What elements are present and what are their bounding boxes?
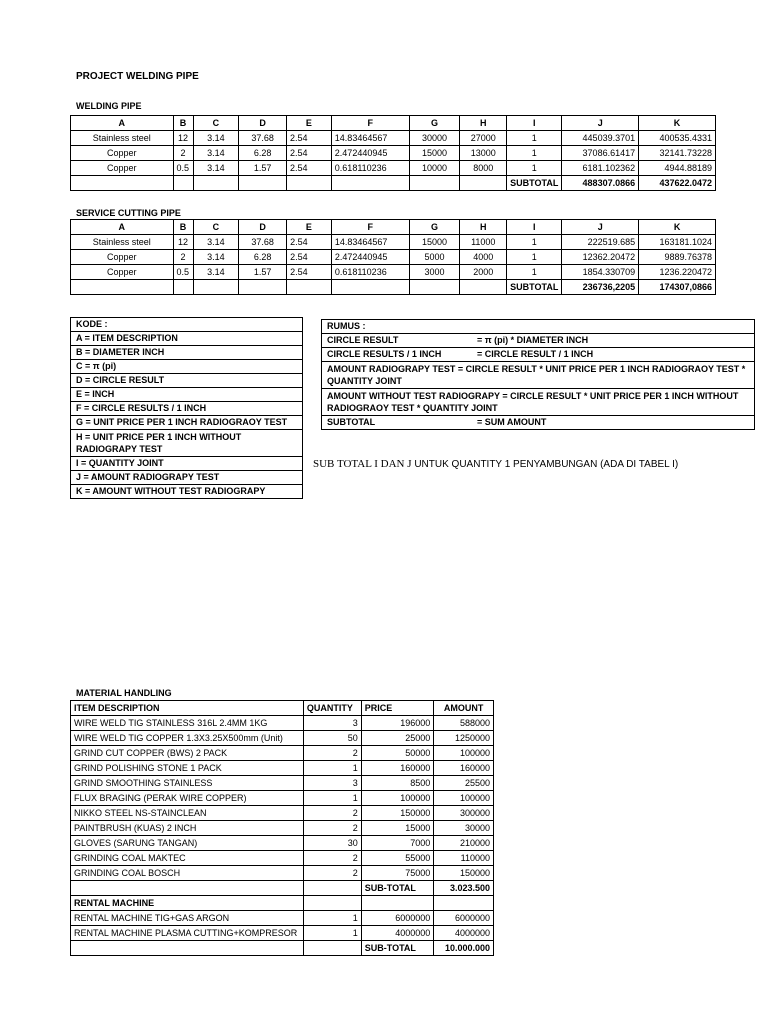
header-cell: G bbox=[409, 116, 460, 131]
item-description: GLOVES (SARUNG TANGAN) bbox=[71, 836, 304, 851]
empty-cell bbox=[239, 176, 287, 191]
cell: 1 bbox=[507, 265, 562, 280]
cell: 37.68 bbox=[239, 235, 287, 250]
item-amount: 1250000 bbox=[434, 731, 494, 746]
header-cell: H bbox=[460, 116, 507, 131]
item-quantity: 1 bbox=[303, 926, 361, 941]
empty-cell bbox=[173, 280, 193, 295]
table-row bbox=[71, 791, 494, 806]
empty-cell bbox=[409, 280, 460, 295]
cell: 12 bbox=[173, 131, 193, 146]
empty-cell bbox=[331, 176, 409, 191]
cell: 3.14 bbox=[193, 265, 239, 280]
welding-pipe-label: WELDING PIPE bbox=[76, 101, 142, 111]
item-description: WIRE WELD TIG STAINLESS 316L 2.4MM 1KG bbox=[71, 716, 304, 731]
cell: 3.14 bbox=[193, 250, 239, 265]
item-amount: 210000 bbox=[434, 836, 494, 851]
header-cell: C bbox=[193, 116, 239, 131]
rumus-formula-table bbox=[321, 319, 755, 430]
empty-cell bbox=[460, 280, 507, 295]
cell: 14.83464567 bbox=[331, 235, 409, 250]
kode-title: KODE : bbox=[71, 318, 303, 332]
empty-cell bbox=[71, 881, 304, 896]
item-amount: 25500 bbox=[434, 776, 494, 791]
cell: 6.28 bbox=[239, 146, 287, 161]
cell: 30000 bbox=[409, 131, 460, 146]
cell: 3.14 bbox=[193, 146, 239, 161]
cell: 0.618110236 bbox=[331, 265, 409, 280]
item-amount: 4000000 bbox=[434, 926, 494, 941]
subtotal-row bbox=[71, 176, 716, 191]
table-row bbox=[71, 866, 494, 881]
kode-item: G = UNIT PRICE PER 1 INCH RADIOGRAOY TEST bbox=[71, 416, 303, 430]
header-cell: I bbox=[507, 116, 562, 131]
header-cell: E bbox=[287, 116, 332, 131]
empty-cell bbox=[287, 280, 332, 295]
cutting-pipe-table bbox=[70, 219, 716, 295]
item-price: 7000 bbox=[361, 836, 434, 851]
header-cell: QUANTITY bbox=[303, 701, 361, 716]
subtotal-j: 488307.0866 bbox=[562, 176, 639, 191]
cell: 0.5 bbox=[173, 161, 193, 176]
table-row bbox=[71, 131, 716, 146]
kode-item: F = CIRCLE RESULTS / 1 INCH bbox=[71, 402, 303, 416]
table-row bbox=[71, 806, 494, 821]
empty-cell bbox=[71, 176, 174, 191]
item-price: 196000 bbox=[361, 716, 434, 731]
formula-label: CIRCLE RESULT bbox=[327, 335, 399, 345]
table-row bbox=[71, 911, 494, 926]
item-price: 8500 bbox=[361, 776, 434, 791]
table-header-row bbox=[71, 116, 716, 131]
subtotal-amount: 3.023.500 bbox=[434, 881, 494, 896]
kode-legend-table bbox=[70, 317, 303, 499]
cell: 37.68 bbox=[239, 131, 287, 146]
cell: 2 bbox=[173, 250, 193, 265]
rumus-row bbox=[322, 348, 755, 362]
cell: 163181.1024 bbox=[639, 235, 716, 250]
item-price: 150000 bbox=[361, 806, 434, 821]
cutting-pipe-label: SERVICE CUTTING PIPE bbox=[76, 208, 181, 218]
welding-pipe-table bbox=[70, 115, 716, 191]
table-row bbox=[71, 821, 494, 836]
formula-value: = CIRCLE RESULT / 1 INCH bbox=[477, 349, 594, 359]
item-price: 50000 bbox=[361, 746, 434, 761]
item-description: GRIND SMOOTHING STAINLESS bbox=[71, 776, 304, 791]
cell: 13000 bbox=[460, 146, 507, 161]
subtotal-row bbox=[71, 280, 716, 295]
cell: 400535.4331 bbox=[639, 131, 716, 146]
header-cell: F bbox=[331, 220, 409, 235]
cell: Stainless steel bbox=[71, 235, 174, 250]
header-cell: K bbox=[639, 116, 716, 131]
cell: 2.472440945 bbox=[331, 146, 409, 161]
empty-cell bbox=[71, 941, 304, 956]
table-row bbox=[71, 146, 716, 161]
cell: 9889.76378 bbox=[639, 250, 716, 265]
item-price: 160000 bbox=[361, 761, 434, 776]
section-row bbox=[71, 896, 494, 911]
item-amount: 588000 bbox=[434, 716, 494, 731]
cell: 2.54 bbox=[287, 250, 332, 265]
empty-cell bbox=[193, 280, 239, 295]
cell: 12362.20472 bbox=[562, 250, 639, 265]
header-cell: F bbox=[331, 116, 409, 131]
table-row bbox=[71, 235, 716, 250]
cell: 11000 bbox=[460, 235, 507, 250]
kode-item: D = CIRCLE RESULT bbox=[71, 374, 303, 388]
rumus-row: AMOUNT RADIOGRAPY TEST = CIRCLE RESULT * UNIT PRICE PER 1 INCH RADIOGRAOY TEST * QUANTITY JOINT bbox=[322, 362, 755, 389]
item-amount: 110000 bbox=[434, 851, 494, 866]
cell: 1854.330709 bbox=[562, 265, 639, 280]
header-cell: K bbox=[639, 220, 716, 235]
empty-cell bbox=[434, 896, 494, 911]
kode-item: E = INCH bbox=[71, 388, 303, 402]
cell: 1.57 bbox=[239, 161, 287, 176]
header-cell: B bbox=[173, 220, 193, 235]
material-handling-table bbox=[70, 700, 494, 956]
formula-label: CIRCLE RESULTS / 1 INCH bbox=[327, 349, 442, 359]
cell: 1 bbox=[507, 131, 562, 146]
item-quantity: 2 bbox=[303, 806, 361, 821]
header-cell: I bbox=[507, 220, 562, 235]
header-cell: ITEM DESCRIPTION bbox=[71, 701, 304, 716]
empty-cell bbox=[287, 176, 332, 191]
cell: 2.54 bbox=[287, 235, 332, 250]
table-row bbox=[71, 776, 494, 791]
item-description: RENTAL MACHINE PLASMA CUTTING+KOMPRESOR bbox=[71, 926, 304, 941]
cell: 4000 bbox=[460, 250, 507, 265]
item-description: NIKKO STEEL NS-STAINCLEAN bbox=[71, 806, 304, 821]
item-amount: 6000000 bbox=[434, 911, 494, 926]
item-quantity: 2 bbox=[303, 866, 361, 881]
header-cell: PRICE bbox=[361, 701, 434, 716]
empty-cell bbox=[303, 881, 361, 896]
item-description: FLUX BRAGING (PERAK WIRE COPPER) bbox=[71, 791, 304, 806]
item-description: WIRE WELD TIG COPPER 1.3X3.25X500mm (Unit) bbox=[71, 731, 304, 746]
item-amount: 300000 bbox=[434, 806, 494, 821]
empty-cell bbox=[460, 176, 507, 191]
item-quantity: 2 bbox=[303, 821, 361, 836]
header-cell: J bbox=[562, 116, 639, 131]
table-header-row bbox=[71, 220, 716, 235]
cell: 3000 bbox=[409, 265, 460, 280]
cell: 2.472440945 bbox=[331, 250, 409, 265]
cell: Copper bbox=[71, 265, 174, 280]
subtotal-label: SUBTOTAL bbox=[507, 176, 562, 191]
subtotal-amount: 10.000.000 bbox=[434, 941, 494, 956]
item-quantity: 1 bbox=[303, 791, 361, 806]
cell: 6181.102362 bbox=[562, 161, 639, 176]
cell: 445039.3701 bbox=[562, 131, 639, 146]
table-header-row bbox=[71, 701, 494, 716]
rumus-row bbox=[322, 334, 755, 348]
subtotal-row bbox=[71, 881, 494, 896]
cell: 14.83464567 bbox=[331, 131, 409, 146]
item-price: 100000 bbox=[361, 791, 434, 806]
subtotal-label: SUB-TOTAL bbox=[361, 881, 434, 896]
header-cell: H bbox=[460, 220, 507, 235]
material-handling-label: MATERIAL HANDLING bbox=[76, 688, 172, 698]
header-cell: J bbox=[562, 220, 639, 235]
header-cell: A bbox=[71, 220, 174, 235]
header-cell: A bbox=[71, 116, 174, 131]
cell: 12 bbox=[173, 235, 193, 250]
empty-cell bbox=[409, 176, 460, 191]
rental-machine-label: RENTAL MACHINE bbox=[71, 896, 304, 911]
kode-item: C = π (pi) bbox=[71, 360, 303, 374]
cell: 27000 bbox=[460, 131, 507, 146]
cell: 0.618110236 bbox=[331, 161, 409, 176]
cell: 32141.73228 bbox=[639, 146, 716, 161]
empty-cell bbox=[331, 280, 409, 295]
item-price: 55000 bbox=[361, 851, 434, 866]
cell: 2000 bbox=[460, 265, 507, 280]
item-amount: 100000 bbox=[434, 746, 494, 761]
cell: 3.14 bbox=[193, 235, 239, 250]
table-row bbox=[71, 265, 716, 280]
cell: 3.14 bbox=[193, 131, 239, 146]
empty-cell bbox=[71, 280, 174, 295]
cell: 1.57 bbox=[239, 265, 287, 280]
formula-label: SUBTOTAL bbox=[327, 417, 376, 427]
item-quantity: 50 bbox=[303, 731, 361, 746]
item-description: RENTAL MACHINE TIG+GAS ARGON bbox=[71, 911, 304, 926]
cell: 6.28 bbox=[239, 250, 287, 265]
item-quantity: 2 bbox=[303, 746, 361, 761]
header-cell: G bbox=[409, 220, 460, 235]
empty-cell bbox=[193, 176, 239, 191]
cell: 1 bbox=[507, 161, 562, 176]
cell: 2 bbox=[173, 146, 193, 161]
cell: 1 bbox=[507, 250, 562, 265]
cell: 1 bbox=[507, 146, 562, 161]
item-description: GRINDING COAL MAKTEC bbox=[71, 851, 304, 866]
cell: 8000 bbox=[460, 161, 507, 176]
formula-value: = π (pi) * DIAMETER INCH bbox=[477, 335, 589, 345]
table-row bbox=[71, 851, 494, 866]
cell: 4944.88189 bbox=[639, 161, 716, 176]
item-price: 6000000 bbox=[361, 911, 434, 926]
note-part1: SUB TOTAL I DAN J bbox=[313, 458, 412, 470]
cell: 222519.685 bbox=[562, 235, 639, 250]
table-row bbox=[71, 836, 494, 851]
item-quantity: 3 bbox=[303, 776, 361, 791]
cell: 2.54 bbox=[287, 265, 332, 280]
table-row bbox=[71, 716, 494, 731]
subtotal-label: SUBTOTAL bbox=[507, 280, 562, 295]
cell: Copper bbox=[71, 146, 174, 161]
header-cell: D bbox=[239, 116, 287, 131]
table-row bbox=[71, 250, 716, 265]
page-title: PROJECT WELDING PIPE bbox=[76, 71, 199, 82]
cell: 1236.220472 bbox=[639, 265, 716, 280]
item-amount: 100000 bbox=[434, 791, 494, 806]
item-amount: 30000 bbox=[434, 821, 494, 836]
item-description: GRIND POLISHING STONE 1 PACK bbox=[71, 761, 304, 776]
kode-item: H = UNIT PRICE PER 1 INCH WITHOUT RADIOGRAPY TEST bbox=[71, 430, 303, 457]
table-row bbox=[71, 731, 494, 746]
kode-item: I = QUANTITY JOINT bbox=[71, 457, 303, 471]
header-cell: D bbox=[239, 220, 287, 235]
item-amount: 160000 bbox=[434, 761, 494, 776]
subtotal-j: 236736,2205 bbox=[562, 280, 639, 295]
cell: 2.54 bbox=[287, 146, 332, 161]
cell: 15000 bbox=[409, 146, 460, 161]
cell: 37086.61417 bbox=[562, 146, 639, 161]
table-row bbox=[71, 746, 494, 761]
item-amount: 150000 bbox=[434, 866, 494, 881]
empty-cell bbox=[303, 896, 361, 911]
header-cell: B bbox=[173, 116, 193, 131]
item-price: 75000 bbox=[361, 866, 434, 881]
table-row bbox=[71, 761, 494, 776]
empty-cell bbox=[361, 896, 434, 911]
item-description: GRINDING COAL BOSCH bbox=[71, 866, 304, 881]
cell: 2.54 bbox=[287, 131, 332, 146]
empty-cell bbox=[173, 176, 193, 191]
item-quantity: 1 bbox=[303, 911, 361, 926]
cell: 1 bbox=[507, 235, 562, 250]
empty-cell bbox=[303, 941, 361, 956]
kode-item: J = AMOUNT RADIOGRAPY TEST bbox=[71, 471, 303, 485]
item-price: 25000 bbox=[361, 731, 434, 746]
subtotal-label: SUB-TOTAL bbox=[361, 941, 434, 956]
subtotal-k: 437622.0472 bbox=[639, 176, 716, 191]
kode-item: B = DIAMETER INCH bbox=[71, 346, 303, 360]
subtotal-row bbox=[71, 941, 494, 956]
header-cell: AMOUNT bbox=[434, 701, 494, 716]
item-price: 4000000 bbox=[361, 926, 434, 941]
item-description: GRIND CUT COPPER (BWS) 2 PACK bbox=[71, 746, 304, 761]
cell: 15000 bbox=[409, 235, 460, 250]
rumus-row: AMOUNT WITHOUT TEST RADIOGRAPY = CIRCLE RESULT * UNIT PRICE PER 1 INCH WITHOUT RADIOGRAOY TEST * QUANTITY JOINT bbox=[322, 389, 755, 416]
item-quantity: 30 bbox=[303, 836, 361, 851]
kode-item: A = ITEM DESCRIPTION bbox=[71, 332, 303, 346]
kode-item: K = AMOUNT WITHOUT TEST RADIOGRAPY bbox=[71, 485, 303, 499]
cell: Stainless steel bbox=[71, 131, 174, 146]
formula-value: = SUM AMOUNT bbox=[477, 417, 547, 427]
rumus-row bbox=[322, 416, 755, 430]
cell: 0.5 bbox=[173, 265, 193, 280]
rumus-title: RUMUS : bbox=[322, 320, 755, 334]
cell: Copper bbox=[71, 161, 174, 176]
table-row bbox=[71, 926, 494, 941]
cell: 2.54 bbox=[287, 161, 332, 176]
header-cell: C bbox=[193, 220, 239, 235]
subtotal-k: 174307,0866 bbox=[639, 280, 716, 295]
subtotal-note bbox=[313, 458, 678, 470]
cell: 10000 bbox=[409, 161, 460, 176]
note-part2: UNTUK QUANTITY 1 PENYAMBUNGAN (ADA DI TABEL I) bbox=[411, 459, 679, 470]
header-cell: E bbox=[287, 220, 332, 235]
empty-cell bbox=[239, 280, 287, 295]
cell: Copper bbox=[71, 250, 174, 265]
table-row bbox=[71, 161, 716, 176]
item-price: 15000 bbox=[361, 821, 434, 836]
item-quantity: 2 bbox=[303, 851, 361, 866]
cell: 3.14 bbox=[193, 161, 239, 176]
cell: 5000 bbox=[409, 250, 460, 265]
item-description: PAINTBRUSH (KUAS) 2 INCH bbox=[71, 821, 304, 836]
item-quantity: 3 bbox=[303, 716, 361, 731]
item-quantity: 1 bbox=[303, 761, 361, 776]
